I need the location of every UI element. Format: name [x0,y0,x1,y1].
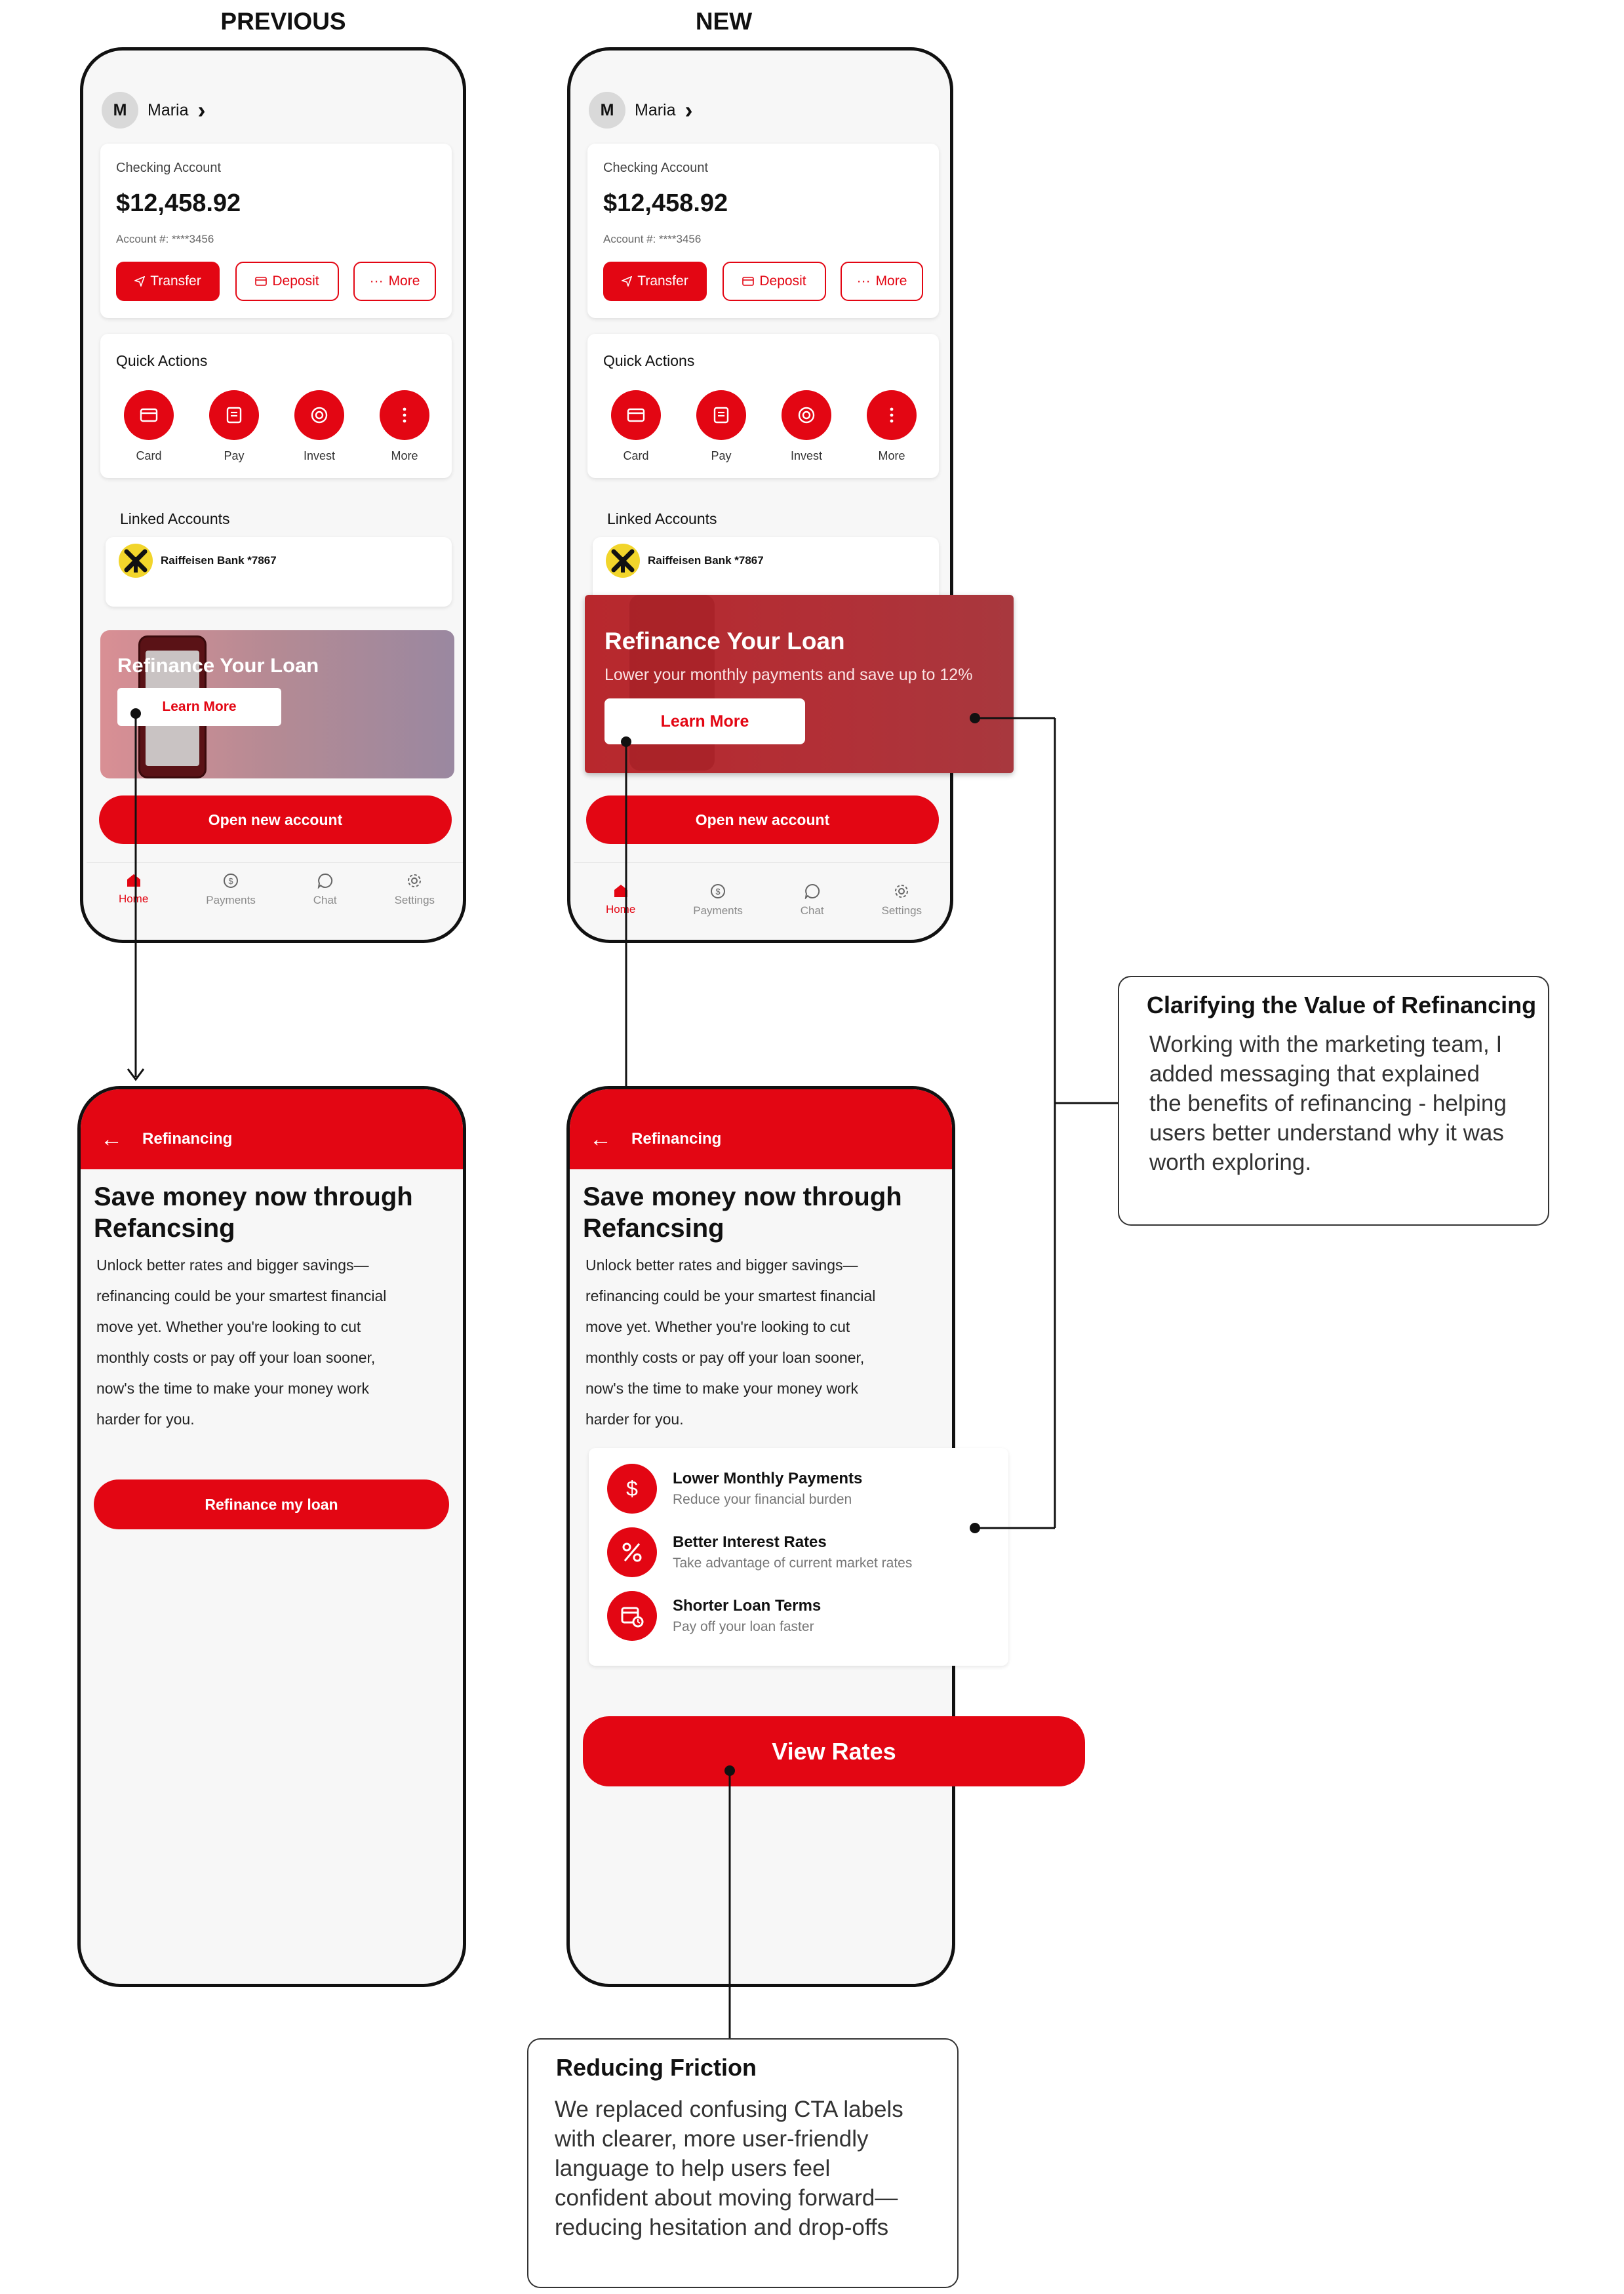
account-card [100,144,452,318]
dollar-icon [622,1477,642,1500]
quick-action-label: Card [136,449,162,462]
open-new-account-button[interactable]: Open new account [99,795,452,844]
invest-icon [797,406,816,424]
benefit-title: Shorter Loan Terms [673,1597,822,1615]
linked-accounts-title: Linked Accounts [120,510,230,527]
more-dots-icon: ··· [856,273,871,289]
detail-title: Save money now through Refancsing [583,1182,902,1243]
more-vertical-icon [889,407,894,424]
bill-icon [226,407,242,424]
more-button[interactable] [353,262,436,301]
quick-actions-title: Quick Actions [116,352,208,369]
tab-settings[interactable]: Settings [395,873,435,907]
tab-bar [90,873,464,907]
quick-action-label: Pay [224,449,245,462]
quick-action-pay[interactable] [688,390,754,463]
note-clarifying-value [1118,976,1549,1226]
quick-action-invest[interactable] [774,390,839,463]
settings-icon [894,883,909,899]
chevron-right-icon: › [197,96,206,123]
refinancing-header [570,1089,952,1169]
settings-icon [406,873,422,889]
svg-text:$: $ [626,1477,638,1500]
transfer-label: Transfer [150,273,201,289]
avatar: M [102,92,138,129]
card-icon [140,408,158,422]
user-profile-row[interactable] [589,92,693,129]
quick-action-label: More [878,449,905,462]
more-button[interactable] [841,262,923,301]
previous-home-phone [80,47,466,943]
deposit-button[interactable] [723,262,826,301]
benefit-title: Lower Monthly Payments [673,1470,863,1487]
deposit-icon [742,277,754,286]
detail-body: Unlock better rates and bigger savings— refinancing could be your smartest financial move yet. Whether you're looking to cut monthly costs or pay off your loan sooner, now's the time to make your money work harder for you. [585,1257,876,1428]
avatar: M [589,92,625,129]
detail-title: Save money now through Refancsing [94,1182,413,1243]
calendar-clock-icon [620,1604,644,1628]
benefits-card [589,1448,1008,1666]
quick-action-label: Invest [790,449,823,462]
bank-name: Raiffeisen Bank *7867 [161,554,277,567]
account-number: Account #: ****3456 [603,233,702,245]
note-body: We replaced confusing CTA labels with clearer, more user-friendly language to help users feel confident about moving forward— reducing hesitation and drop-offs [555,2097,903,2240]
payments-icon [223,873,239,889]
quick-action-label: Card [623,449,649,462]
payments-icon [710,883,726,899]
account-balance: $12,458.92 [116,190,241,217]
quick-action-card[interactable] [603,390,669,463]
detail-body: Unlock better rates and bigger savings— refinancing could be your smartest financial move yet. Whether you're looking to cut monthly costs or pay off your loan sooner, now's the time to make your money work harder for you. [96,1257,387,1428]
view-rates-button[interactable]: View Rates [583,1716,1085,1786]
more-label: More [875,273,907,289]
user-profile-row[interactable] [102,92,206,129]
account-label: Checking Account [116,161,222,175]
quick-actions-card [100,334,452,478]
more-vertical-icon [402,407,407,424]
chat-icon [317,873,333,889]
tab-settings[interactable]: Settings [882,883,922,917]
percent-icon [621,1541,643,1563]
tab-chat[interactable]: Chat [313,873,337,907]
benefit-title: Better Interest Rates [673,1533,827,1551]
chat-icon [804,883,820,899]
refinance-my-loan-button[interactable]: Refinance my loan [94,1479,449,1529]
tab-home[interactable]: Home [119,873,148,907]
quick-actions-title: Quick Actions [603,352,695,369]
new-home-phone [567,47,953,943]
account-number: Account #: ****3456 [116,233,214,245]
column-title-new: NEW [695,8,753,35]
transfer-button[interactable] [603,262,707,301]
linked-account-card[interactable] [106,537,452,607]
user-name: Maria [148,100,189,119]
quick-action-more[interactable] [859,390,924,463]
deposit-icon [255,277,267,286]
account-balance: $12,458.92 [603,190,728,217]
benefit-subtitle: Pay off your loan faster [673,1619,814,1634]
back-arrow-icon[interactable]: ← [589,1126,612,1152]
quick-actions-row [603,390,924,463]
quick-action-pay[interactable] [201,390,267,463]
promo-learn-more-button[interactable]: Learn More [604,698,805,744]
quick-action-more[interactable] [372,390,437,463]
svg-text:$: $ [228,876,233,886]
deposit-label: Deposit [759,273,806,289]
more-label: More [388,273,420,289]
quick-action-label: More [391,449,418,462]
benefit-row [607,1464,862,1514]
account-card [587,144,939,318]
raiffeisen-logo-icon [119,544,153,578]
refinance-promo-old[interactable] [100,630,454,778]
deposit-button[interactable] [235,262,339,301]
promo-title: Refinance Your Loan [117,654,319,677]
tab-home[interactable]: Home [606,883,635,917]
account-label: Checking Account [603,161,709,175]
note-title: Clarifying the Value of Refinancing [1147,992,1537,1018]
chevron-right-icon: › [684,96,693,123]
tab-payments[interactable]: $ Payments [693,883,743,917]
open-new-account-button[interactable]: Open new account [586,795,939,844]
tab-chat[interactable]: Chat [801,883,824,917]
tabbar-divider [574,862,953,863]
refinance-promo-new[interactable] [585,595,1014,773]
quick-actions-row [116,390,437,463]
benefit-row [607,1591,821,1641]
quick-actions-card [587,334,939,478]
note-body: Working with the marketing team, I added messaging that explained the benefits of refinancing - helping users better understand why it was worth exploring. [1149,1032,1507,1175]
note-reducing-friction [527,2038,959,2288]
transfer-button[interactable] [116,262,220,301]
deposit-label: Deposit [272,273,319,289]
promo-learn-more-button[interactable]: Learn More [117,688,281,726]
refinancing-header [81,1089,463,1169]
send-icon [622,276,632,287]
send-icon [134,276,145,287]
linked-accounts-title: Linked Accounts [607,510,717,527]
home-icon [126,873,142,887]
benefit-subtitle: Reduce your financial burden [673,1492,852,1507]
tabbar-divider [87,862,466,863]
more-dots-icon: ··· [369,273,384,289]
user-name: Maria [635,100,676,119]
benefit-subtitle: Take advantage of current market rates [673,1556,913,1571]
previous-detail-phone [77,1086,466,1987]
tab-payments[interactable]: $ Payments [206,873,256,907]
transfer-label: Transfer [637,273,688,289]
header-title: Refinancing [631,1130,722,1148]
note-title: Reducing Friction [556,2054,757,2081]
quick-action-label: Pay [711,449,732,462]
column-title-previous: PREVIOUS [220,8,346,35]
quick-action-invest[interactable] [287,390,352,463]
promo-subtitle: Lower your monthly payments and save up to 12% [604,666,973,684]
back-arrow-icon[interactable]: ← [100,1126,123,1152]
bank-name: Raiffeisen Bank *7867 [648,554,764,567]
raiffeisen-logo-icon [606,544,640,578]
home-icon [613,883,629,898]
benefit-row [607,1527,912,1577]
svg-text:$: $ [715,887,721,896]
card-icon [627,408,645,422]
invest-icon [310,406,328,424]
header-title: Refinancing [142,1130,233,1148]
promo-title: Refinance Your Loan [604,628,845,654]
bill-icon [713,407,729,424]
quick-action-label: Invest [303,449,336,462]
quick-action-card[interactable] [116,390,182,463]
tab-bar [577,883,951,917]
